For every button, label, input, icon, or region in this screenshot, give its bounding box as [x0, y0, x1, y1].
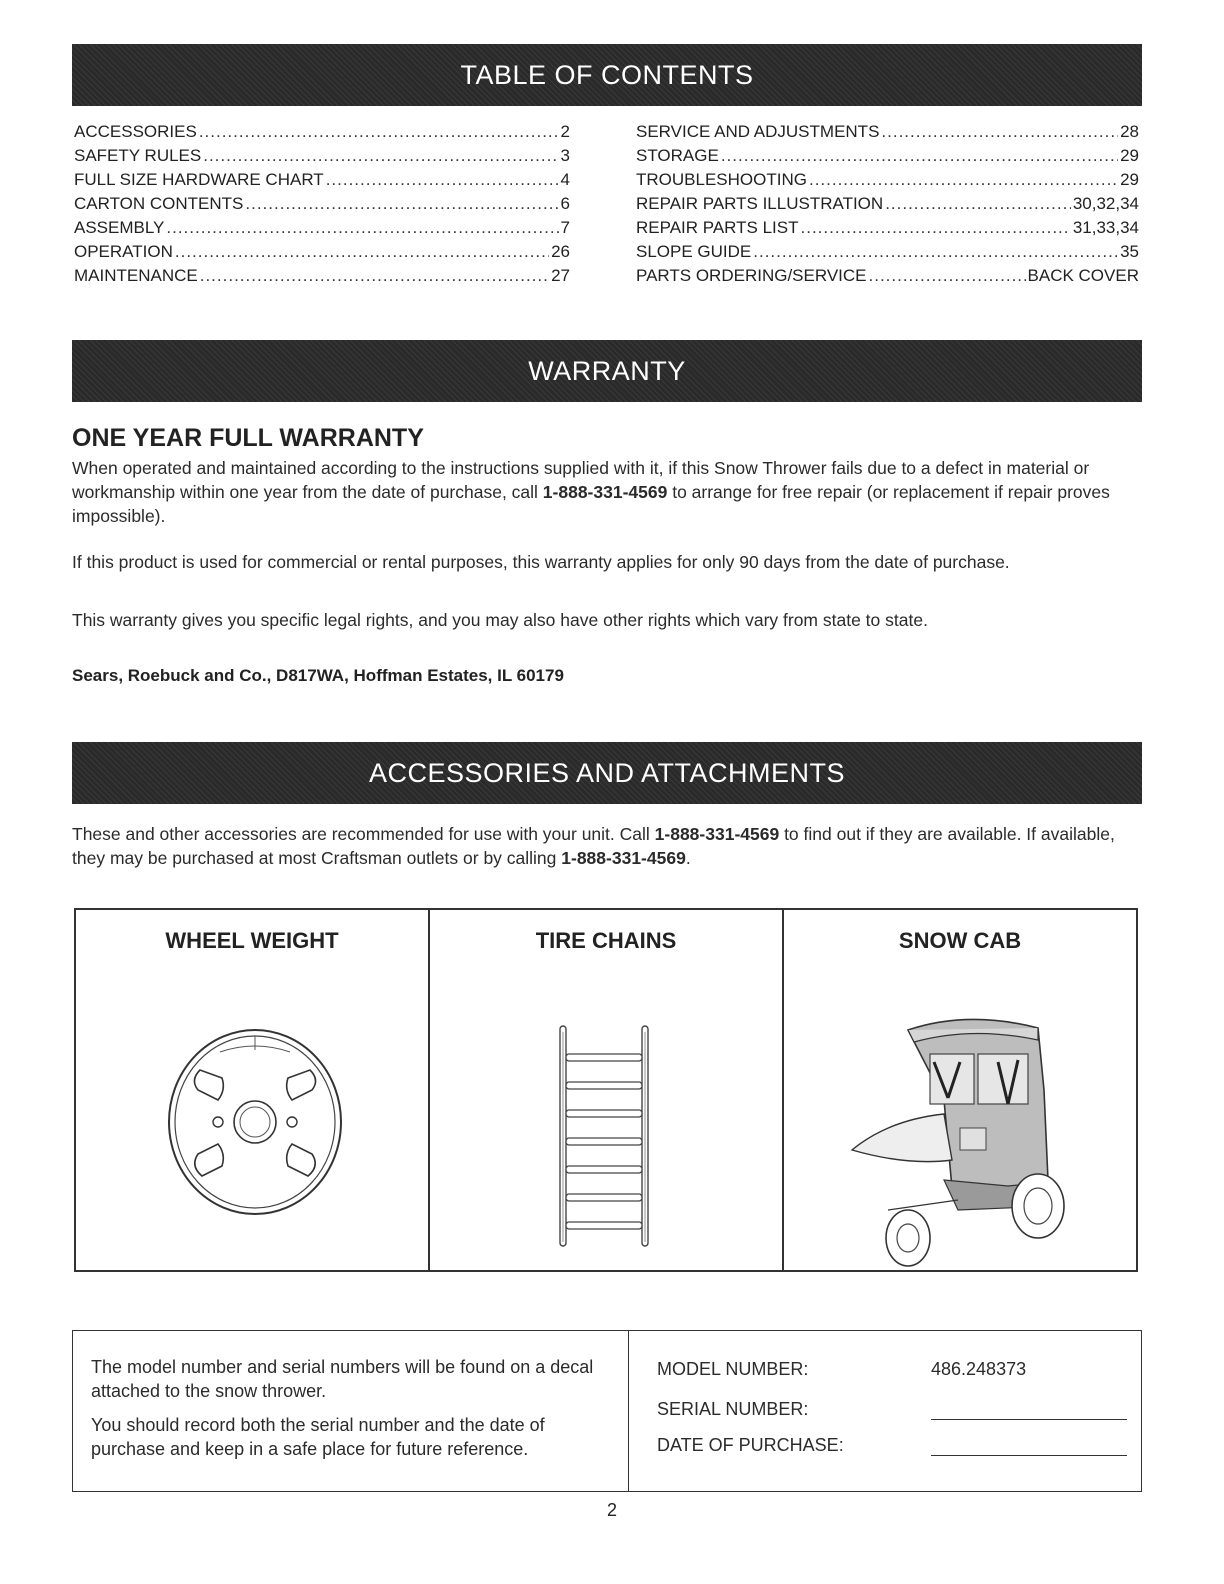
accessories-banner [72, 742, 1142, 804]
warranty-text: to arrange for free repair (or replacement if repair proves impossible). [72, 482, 1110, 526]
leader-dots [885, 192, 1071, 216]
toc-entry-page: 2 [560, 122, 570, 141]
toc-entry-page: 3 [560, 146, 570, 165]
leader-dots [200, 264, 549, 288]
toc-right-column [636, 120, 1139, 288]
serial-number-field[interactable] [931, 1399, 1127, 1420]
model-number-row [657, 1359, 1127, 1380]
leader-dots [881, 120, 1118, 144]
toc-entry-label: REPAIR PARTS LIST [636, 218, 799, 237]
toc-entry[interactable] [74, 168, 570, 192]
warranty-paragraph-1 [72, 456, 1142, 528]
toc-entry-page: 31,33,34 [1072, 218, 1139, 237]
toc-banner [72, 44, 1142, 106]
leader-dots [166, 216, 558, 240]
toc-entry-page: 35 [1120, 242, 1139, 261]
leader-dots [326, 168, 559, 192]
date-of-purchase-row [657, 1435, 1127, 1456]
toc-entry-label: TROUBLESHOOTING [636, 170, 807, 189]
toc-entry-page: 28 [1120, 122, 1139, 141]
leader-dots [721, 144, 1118, 168]
accessory-title: SNOW CAB [898, 928, 1022, 953]
model-info-text [73, 1331, 629, 1491]
model-info-box [72, 1330, 1142, 1492]
toc-entry-label: SAFETY RULES [74, 146, 202, 165]
toc-entry-label: REPAIR PARTS ILLUSTRATION [636, 194, 884, 213]
leader-dots [175, 240, 549, 264]
leader-dots [801, 216, 1071, 240]
toc-entry-page: 6 [560, 194, 570, 213]
leader-dots [809, 168, 1118, 192]
toc-entry[interactable] [636, 264, 1139, 288]
toc-entry-page: 29 [1120, 146, 1139, 165]
toc-entry[interactable] [636, 192, 1139, 216]
toc-entry[interactable] [74, 192, 570, 216]
wheel-weight-icon [160, 1020, 350, 1220]
leader-dots [245, 192, 558, 216]
accessory-title: TIRE CHAINS [535, 928, 677, 953]
toc-entry-label: ACCESSORIES [74, 122, 197, 141]
toc-entry[interactable] [74, 120, 570, 144]
toc-entry-label: SERVICE AND ADJUSTMENTS [636, 122, 880, 141]
toc-entry[interactable] [74, 144, 570, 168]
toc-entry-label: STORAGE [636, 146, 719, 165]
toc-entry-label: OPERATION [74, 242, 173, 261]
accessory-title: WHEEL WEIGHT [165, 928, 339, 953]
model-number-value: 486.248373 [931, 1359, 1027, 1379]
toc-entry-page: BACK COVER [1027, 266, 1139, 285]
warranty-phone: 1-888-331-4569 [542, 482, 668, 502]
warranty-text: When operated and maintained according to the instructions supplied with it, if this Snow Thrower fails due to a defect in material or workmanship within one year from the date of purchase, call [72, 458, 1090, 502]
model-number-label: MODEL NUMBER: [657, 1359, 809, 1379]
accessories-text: . [685, 848, 691, 868]
toc-entry[interactable] [636, 240, 1139, 264]
leader-dots [869, 264, 1026, 288]
toc-entry-label: CARTON CONTENTS [74, 194, 244, 213]
toc-entry-label: ASSEMBLY [74, 218, 165, 237]
accessories-phone: 1-888-331-4569 [561, 848, 686, 868]
toc-entry-label: MAINTENANCE [74, 266, 198, 285]
toc-entry-page: 26 [551, 242, 570, 261]
accessories-table [74, 908, 1138, 1272]
toc-entry[interactable] [74, 264, 570, 288]
accessory-snow-cab[interactable] [784, 910, 1136, 1270]
toc-entry[interactable] [636, 144, 1139, 168]
toc-entry-label: PARTS ORDERING/SERVICE [636, 266, 867, 285]
toc-entry[interactable] [74, 240, 570, 264]
toc-entry[interactable] [636, 120, 1139, 144]
date-of-purchase-field[interactable] [931, 1435, 1127, 1456]
tire-chains-icon [550, 1022, 660, 1252]
model-info-paragraph: You should record both the serial number and the date of purchase and keep in a safe place for future reference. [91, 1415, 545, 1459]
snow-cab-icon [848, 1010, 1088, 1270]
toc-entry-page: 29 [1120, 170, 1139, 189]
serial-number-row [657, 1399, 1127, 1420]
accessories-text: These and other accessories are recommended for use with your unit. Call [72, 824, 655, 844]
serial-number-label: SERIAL NUMBER: [657, 1399, 809, 1419]
model-info-fields [629, 1331, 1141, 1491]
accessory-wheel-weight[interactable] [76, 910, 430, 1270]
accessories-text: to find out if they are available. If available, they may be purchased at most Craftsman outlets or by calling [72, 824, 1115, 868]
toc-entry-page: 4 [560, 170, 570, 189]
accessories-paragraph [72, 822, 1142, 870]
accessory-tire-chains[interactable] [430, 910, 784, 1270]
leader-dots [199, 120, 559, 144]
toc-entry[interactable] [636, 216, 1139, 240]
toc-entry-page: 7 [560, 218, 570, 237]
warranty-paragraph-3: This warranty gives you specific legal rights, and you may also have other rights which vary from state to state. [72, 610, 928, 630]
warranty-banner-title: WARRANTY [528, 355, 686, 386]
toc-entry-label: SLOPE GUIDE [636, 242, 752, 261]
accessories-phone: 1-888-331-4569 [654, 824, 780, 844]
toc-title: TABLE OF CONTENTS [460, 59, 754, 90]
toc-entry[interactable] [74, 216, 570, 240]
warranty-address: Sears, Roebuck and Co., D817WA, Hoffman Estates, IL 60179 [72, 666, 564, 685]
warranty-paragraph-2: If this product is used for commercial or rental purposes, this warranty applies for only 90 days from the date of purchase. [72, 552, 1010, 572]
toc-entry-page: 30,32,34 [1072, 194, 1139, 213]
leader-dots [203, 144, 558, 168]
warranty-banner [72, 340, 1142, 402]
model-info-paragraph: The model number and serial numbers will be found on a decal attached to the snow thrower. [91, 1357, 594, 1401]
page-number: 2 [606, 1500, 617, 1520]
toc-left-column [74, 120, 570, 288]
leader-dots [753, 240, 1118, 264]
toc-entry-page: 27 [551, 266, 570, 285]
toc-entry[interactable] [636, 168, 1139, 192]
accessories-banner-title: ACCESSORIES AND ATTACHMENTS [368, 757, 846, 788]
toc-entry-label: FULL SIZE HARDWARE CHART [74, 170, 324, 189]
date-of-purchase-label: DATE OF PURCHASE: [657, 1435, 844, 1455]
warranty-heading: ONE YEAR FULL WARRANTY [72, 424, 424, 452]
